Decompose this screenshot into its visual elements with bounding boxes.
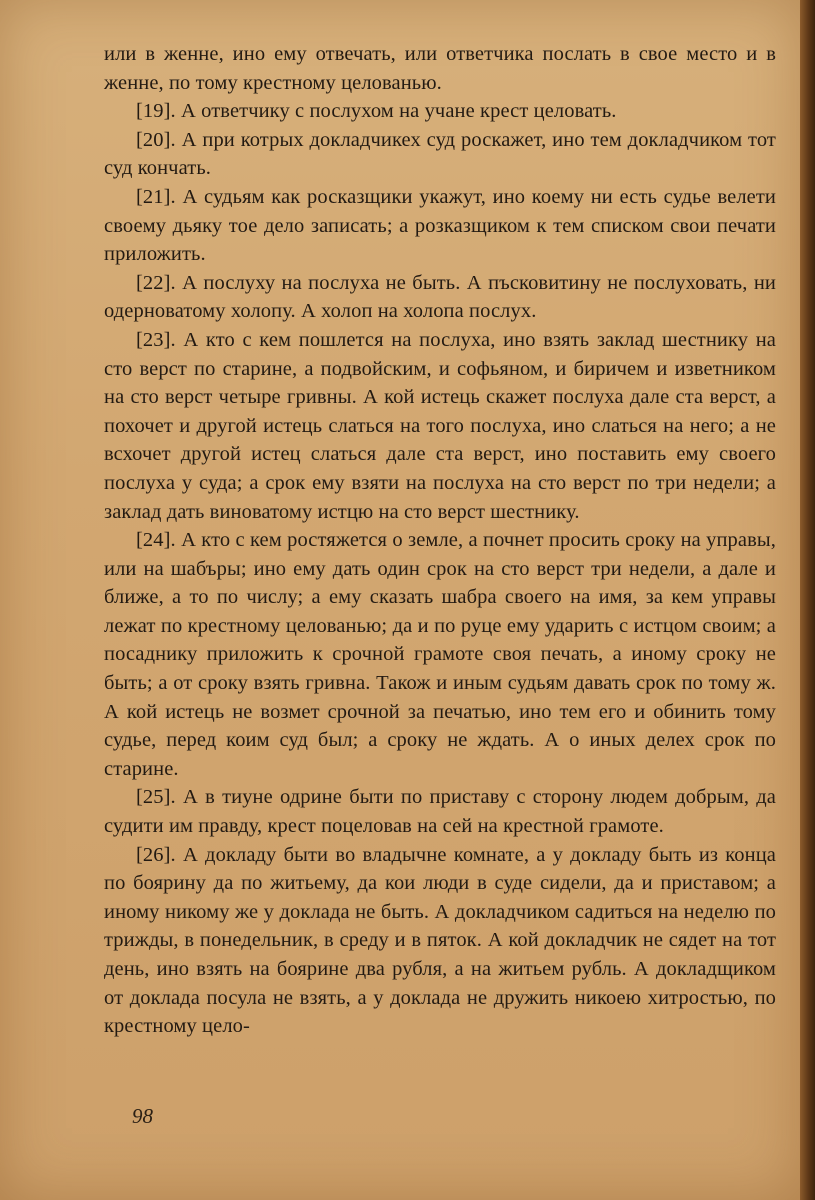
paragraph-21	[104, 183, 776, 269]
paragraph-text: А судьям как росказщики укажут, ино коему ни есть судье велети своему дьяку тое дело записать; а розказщиком к тем списком свои печати приложить.	[104, 185, 776, 266]
paragraph-24	[104, 526, 776, 783]
paragraph-20	[104, 126, 776, 183]
page-number: 98	[132, 1104, 153, 1128]
book-spine-edge	[800, 0, 815, 1200]
article-number: [21].	[136, 185, 176, 208]
paragraph-22	[104, 269, 776, 326]
article-number: [24].	[136, 529, 176, 552]
paragraph-26	[104, 841, 776, 1041]
paragraph-text: А послуху на послуха не быть. А пъсковитину не послуховать, ни одерноватому холопу. А холоп на холопа послух.	[104, 271, 776, 323]
page-text	[104, 40, 776, 1041]
article-number: [20].	[136, 128, 176, 151]
paragraph-text: А кто с кем пошлется на послуха, ино взять заклад шестнику на сто верст по старине, а подвойским, и софьяном, и биричем и изветником на сто верст четыре гривны. А кой истець скажет послуха дале ста верст, а похочет и другой истець слаться на того послуха, ино слаться на него; а не всхочет другой истец слаться дале ста верст, ино поставить ему своего послуха у суда; а срок ему взяти на послуха на сто верст по три недели; а заклад дать виноватому истцю на сто верст шестнику.	[104, 328, 776, 523]
paragraph-text: А ответчику с послухом на учане крест целовать.	[181, 100, 617, 123]
paragraph-25	[104, 783, 776, 840]
paragraph-text: А докладу быти во владычне комнате, а у докладу быть из конца по боярину да по житьему, да кои люди в суде сидели, да и приставом; а иному никому же у доклада не быть. А докладчиком садиться на неделю по трижды, в понедельник, в среду и в пяток. А кой докладчик не сядет на тот день, ино взять на боярине два рубля, а на житьем рубль. А докладщиком от доклада посула не взять, а у доклада не дружить никоею хитростью, по крестному цело-	[104, 843, 776, 1038]
article-number: [25].	[136, 786, 176, 809]
paragraph-23	[104, 326, 776, 526]
paragraph-text: А кто с кем ростяжется о земле, а почнет просить сроку на управы, или на шабъры; ино ему дать один срок на сто верст три недели, а дале и ближе, а то по числу; а ему сказать шабра своего на имя, за кем управы лежат по крестному целованью; да и по руце ему ударить с истцом своим; а посаднику приложить к срочной грамоте своя печать, а иному сроку не быть; а от сроку взять гривна. Також и иным судьям давать срок по тому ж. А кой истець не возмет срочной за печатью, ино тем его и обинить тому судье, перед коим суд был; а сроку не ждать. А о иных делех срок по старине.	[104, 529, 776, 780]
paragraph-continued	[104, 40, 776, 97]
paragraph-text: А в тиуне одрине быти по приставу с сторону людем добрым, да судити им правду, крест поцеловав на сей на крестной грамоте.	[104, 786, 776, 838]
paragraph-text: А при котрых докладчикех суд роскажет, ино тем докладчиком тот суд кончать.	[104, 128, 776, 180]
paragraph-text: или в женне, ино ему отвечать, или ответчика послать в свое место и в женне, по тому крестному целованью.	[104, 43, 776, 94]
article-number: [26].	[136, 843, 176, 866]
article-number: [19].	[136, 100, 176, 123]
article-number: [23].	[136, 328, 176, 351]
article-number: [22].	[136, 271, 176, 294]
paragraph-19	[104, 97, 776, 126]
